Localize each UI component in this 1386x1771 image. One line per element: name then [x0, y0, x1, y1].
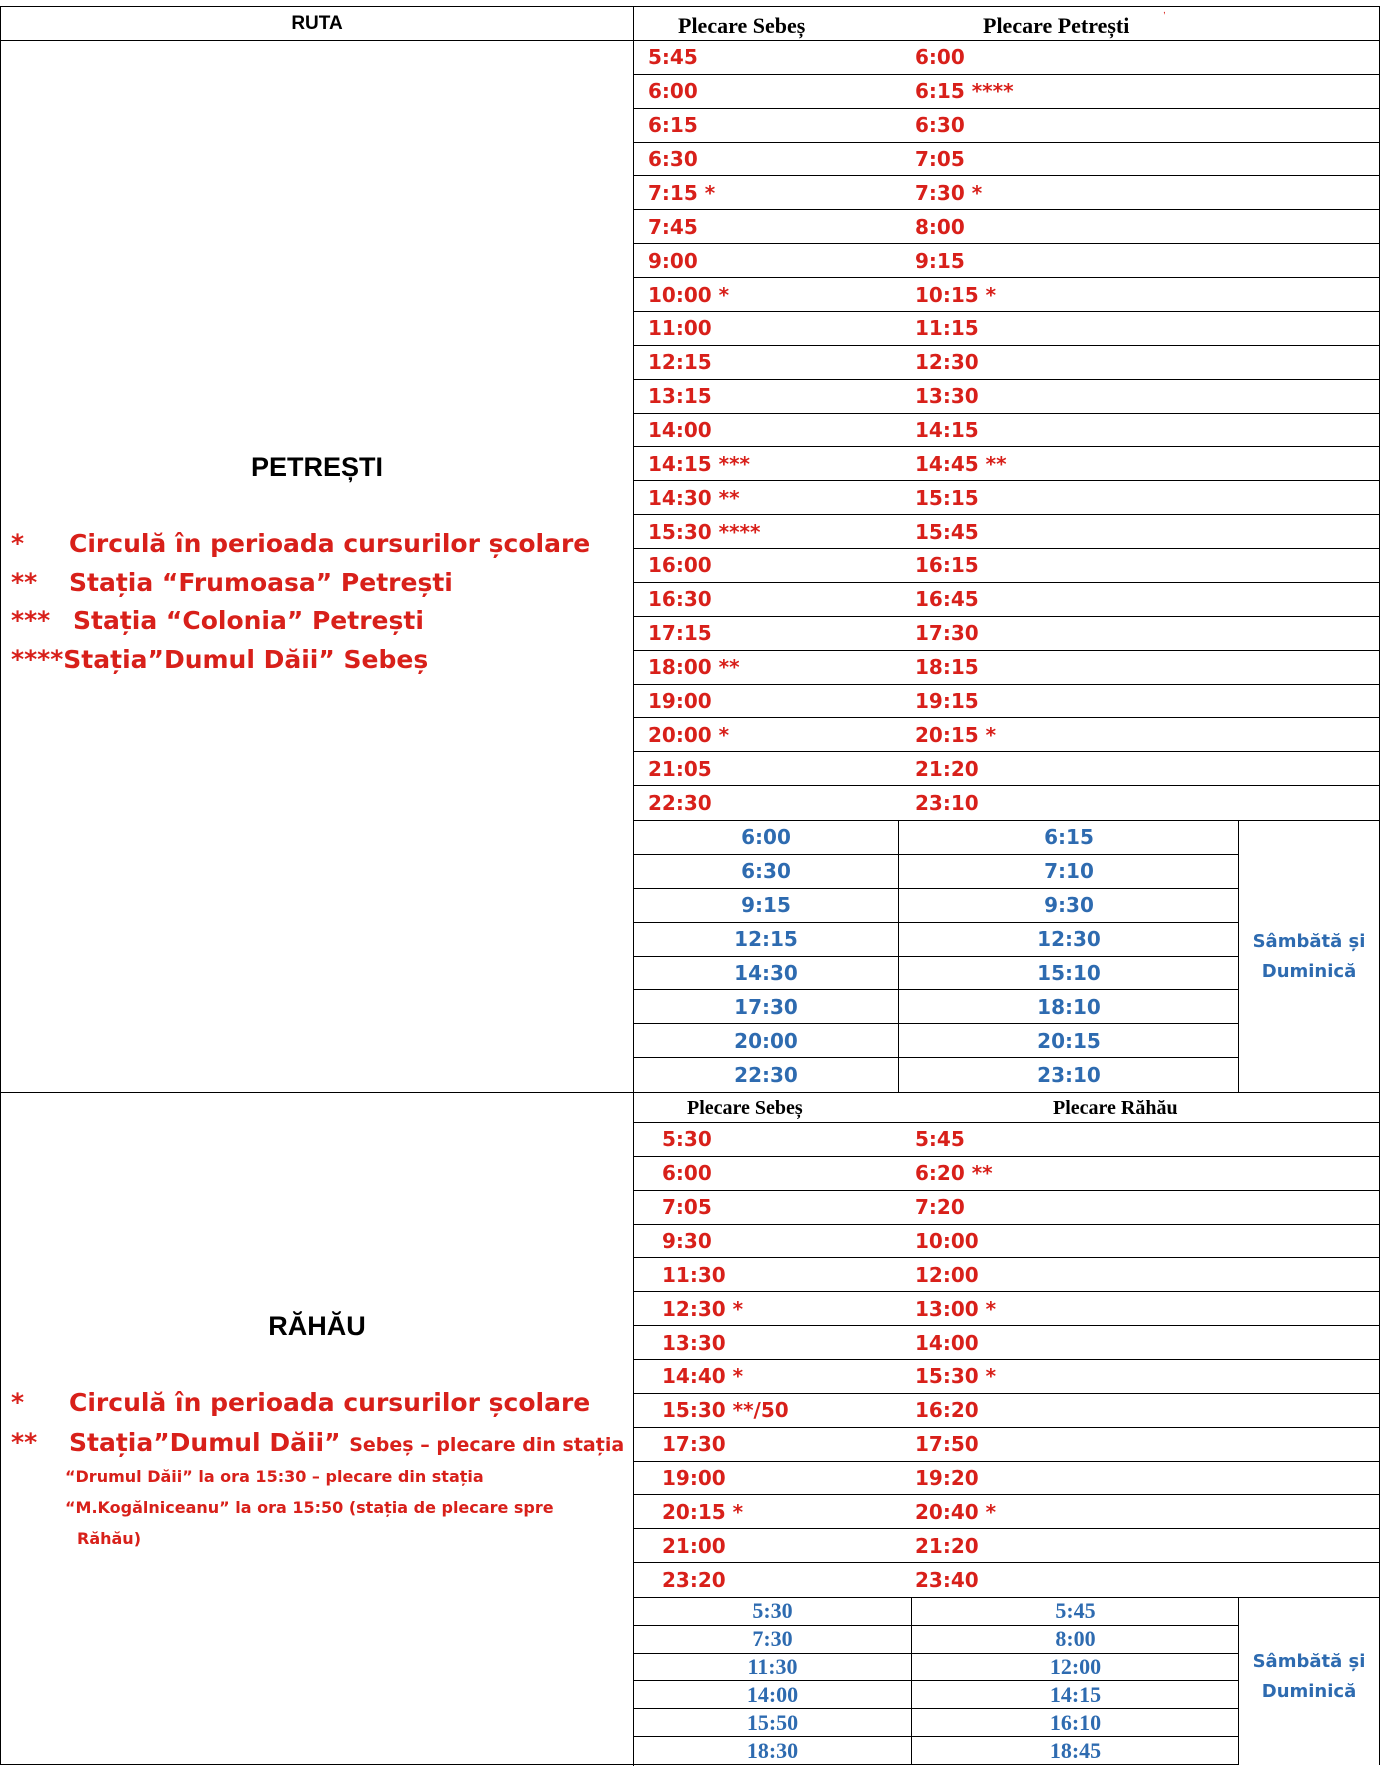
departure-sebes-time: 17:30	[662, 1432, 726, 1457]
schedule-row	[634, 923, 1238, 957]
departure-return-time: 14:45 **	[915, 451, 1007, 476]
departure-sebes-time: 20:00 *	[648, 722, 730, 747]
departure-return-time: 11:15	[915, 316, 979, 341]
departure-return-time: 15:10	[1037, 960, 1101, 985]
rahau-col-right-header: Plecare Răhău	[1053, 1097, 1178, 1119]
departure-return-time: 18:15	[915, 655, 979, 680]
departure-sebes-time: 19:00	[648, 688, 712, 713]
departure-return-time: 14:15	[1049, 1681, 1102, 1707]
departure-sebes-time: 15:50	[746, 1709, 799, 1735]
departure-return-time: 15:15	[915, 485, 979, 510]
departure-return-time: 13:30	[915, 384, 979, 409]
departure-return-time: 12:00	[1049, 1654, 1102, 1680]
weekend-label-line-2: Duminică	[1261, 961, 1357, 982]
departure-sebes-time: 9:30	[662, 1228, 712, 1253]
departure-return-time: 13:00 *	[915, 1296, 997, 1321]
rahau-weekend-label	[1239, 1647, 1379, 1707]
departure-return-time: 8:00	[915, 214, 965, 239]
schedule-row	[634, 380, 1379, 414]
departure-sebes-time: 16:00	[648, 553, 712, 578]
route-name-petresti: PETREȘTI	[250, 452, 384, 482]
petresti-weekday-schedule	[634, 41, 1379, 820]
legend-text: Stația”Dumul Dăii”	[69, 1428, 341, 1457]
schedule-row	[634, 685, 1379, 719]
rahau-legend-2	[11, 1428, 624, 1457]
petresti-weekend-col-divider	[898, 821, 899, 1092]
departure-sebes-time: 14:00	[746, 1681, 799, 1707]
schedule-row	[634, 1191, 1379, 1225]
petresti-col-left-header: Plecare Sebeș	[678, 13, 806, 38]
schedule-row	[634, 75, 1379, 109]
departure-return-time: 17:50	[915, 1432, 979, 1457]
schedule-row	[634, 1626, 1238, 1654]
rahau-col-left-header: Plecare Sebeș	[687, 1097, 803, 1119]
departure-sebes-time: 14:00	[648, 417, 712, 442]
rahau-weekday-schedule	[634, 1123, 1379, 1597]
route-column-header: RUTA	[291, 12, 343, 34]
legend-text: Stația “Frumoasa” Petrești	[69, 568, 453, 597]
schedule-row	[634, 990, 1238, 1024]
departure-return-time: 21:20	[915, 756, 979, 781]
departure-return-time: 19:15	[915, 688, 979, 713]
legend-mark: ***	[11, 606, 51, 635]
departure-return-time: 10:15 *	[915, 282, 997, 307]
departure-return-time: 20:15	[1037, 1028, 1101, 1053]
legend-text: Circulă în perioada cursurilor școlare	[69, 529, 591, 558]
departure-return-time: 5:45	[1055, 1598, 1096, 1624]
schedule-row	[634, 109, 1379, 143]
departure-return-time: 9:15	[915, 248, 965, 273]
departure-sebes-time: 22:30	[648, 791, 712, 816]
departure-return-time: 23:10	[915, 791, 979, 816]
departure-return-time: 16:20	[915, 1398, 979, 1423]
schedule-row	[634, 210, 1379, 244]
schedule-row	[634, 549, 1379, 583]
departure-sebes-time: 11:00	[648, 316, 712, 341]
departure-sebes-time: 17:15	[648, 621, 712, 646]
departure-return-time: 9:30	[1044, 893, 1094, 918]
departure-sebes-time: 14:15 ***	[648, 451, 751, 476]
departure-return-time: 6:30	[915, 113, 965, 138]
schedule-row	[634, 41, 1379, 75]
departure-return-time: 23:40	[915, 1568, 979, 1593]
schedule-row	[634, 447, 1379, 481]
departure-return-time: 16:10	[1049, 1709, 1102, 1735]
legend-mark: **	[11, 568, 38, 597]
departure-return-time: 19:20	[915, 1465, 979, 1490]
departure-sebes-time: 6:00	[648, 79, 698, 104]
departure-sebes-time: 6:00	[741, 825, 791, 850]
petresti-weekend-label	[1239, 927, 1379, 987]
schedule-row	[634, 1529, 1379, 1563]
legend-mark: *	[11, 529, 25, 558]
departure-sebes-time: 14:40 *	[662, 1364, 744, 1389]
schedule-row	[634, 1495, 1379, 1529]
schedule-row	[634, 1225, 1379, 1259]
petresti-legend-3	[11, 606, 424, 635]
departure-return-time: 12:30	[915, 350, 979, 375]
departure-sebes-time: 18:00 **	[648, 655, 740, 680]
schedule-row	[634, 1682, 1238, 1710]
petresti-legend-2	[11, 568, 453, 597]
departure-return-time: 5:45	[915, 1127, 965, 1152]
departure-sebes-time: 7:30	[752, 1626, 793, 1652]
legend-mark: **	[11, 1428, 38, 1457]
rahau-legend-5: Răhău)	[77, 1529, 142, 1548]
departure-sebes-time: 20:15 *	[662, 1499, 744, 1524]
departure-sebes-time: 23:20	[662, 1568, 726, 1593]
departure-sebes-time: 17:30	[734, 994, 798, 1019]
schedule-row	[634, 821, 1238, 855]
schedule-row	[634, 855, 1238, 889]
departure-sebes-time: 6:30	[648, 147, 698, 172]
weekend-label-line-2: Duminică	[1261, 1681, 1357, 1702]
schedule-row	[634, 1292, 1379, 1326]
schedule-row	[634, 1654, 1238, 1682]
schedule-row	[634, 1157, 1379, 1191]
departure-sebes-time: 5:30	[752, 1598, 793, 1624]
weekend-label-line-1: Sâmbătă și	[1252, 931, 1366, 952]
departure-return-time: 20:40 *	[915, 1499, 997, 1524]
schedule-row	[634, 786, 1379, 820]
departure-return-time: 20:15 *	[915, 722, 997, 747]
schedule-row	[634, 1394, 1379, 1428]
departure-sebes-time: 15:30 **/50	[662, 1398, 789, 1423]
schedule-row	[634, 1598, 1238, 1626]
schedule-row	[634, 957, 1238, 991]
schedule-row	[634, 1563, 1379, 1597]
schedule-row	[634, 1058, 1238, 1092]
departure-sebes-time: 12:15	[648, 350, 712, 375]
departure-sebes-time: 11:30	[747, 1654, 798, 1680]
departure-return-time: 6:20 **	[915, 1161, 993, 1186]
schedule-row	[634, 617, 1379, 651]
schedule-row	[634, 1258, 1379, 1292]
legend-text: Circulă în perioada cursurilor școlare	[69, 1388, 591, 1417]
legend-text: Stația”Dumul Dăii” Sebeș	[63, 645, 429, 674]
departure-return-time: 15:45	[915, 519, 979, 544]
departure-sebes-time: 7:45	[648, 214, 698, 239]
schedule-row	[634, 752, 1379, 786]
schedule-row	[634, 1123, 1379, 1157]
departure-return-time: 12:00	[915, 1262, 979, 1287]
schedule-row	[634, 278, 1379, 312]
departure-return-time: 6:15 ****	[915, 79, 1014, 104]
departure-sebes-time: 9:00	[648, 248, 698, 273]
rahau-weekend-col-divider	[911, 1598, 912, 1765]
departure-return-time: 15:30 *	[915, 1364, 997, 1389]
schedule-row	[634, 1024, 1238, 1058]
departure-sebes-time: 5:45	[648, 45, 698, 70]
departure-sebes-time: 7:05	[662, 1195, 712, 1220]
departure-return-time: 18:45	[1049, 1738, 1102, 1764]
departure-sebes-time: 5:30	[662, 1127, 712, 1152]
departure-return-time: 7:10	[1044, 859, 1094, 884]
rahau-legend-4: “M.Kogălniceanu” la ora 15:50 (stația de plecare spre	[65, 1498, 554, 1517]
departure-sebes-time: 13:30	[662, 1330, 726, 1355]
petresti-col-right-header: Plecare Petrești	[983, 13, 1130, 38]
departure-return-time: 14:00	[915, 1330, 979, 1355]
legend-mark: ****	[11, 645, 64, 674]
schedule-row	[634, 1737, 1238, 1765]
schedule-row	[634, 515, 1379, 549]
route-name-rahau: RĂHĂU	[268, 1311, 366, 1341]
departure-return-time: 8:00	[1055, 1626, 1096, 1652]
rahau-legend-3: “Drumul Dăii” la ora 15:30 – plecare din stația	[65, 1467, 484, 1486]
rahau-legend-1	[11, 1388, 590, 1417]
schedule-row	[634, 244, 1379, 278]
departure-sebes-time: 16:30	[648, 587, 712, 612]
departure-return-time: 14:15	[915, 417, 979, 442]
schedule-row	[634, 1709, 1238, 1737]
schedule-row	[634, 718, 1379, 752]
schedule-row	[634, 346, 1379, 380]
departure-return-time: 6:00	[915, 45, 965, 70]
schedule-row	[634, 651, 1379, 685]
route-section-divider	[1, 1092, 1379, 1093]
departure-sebes-time: 10:00 *	[648, 282, 730, 307]
schedule-row	[634, 481, 1379, 515]
petresti-legend-4	[11, 645, 428, 674]
departure-return-time: 10:00	[915, 1228, 979, 1253]
departure-sebes-time: 12:30 *	[662, 1296, 744, 1321]
departure-return-time: 23:10	[1037, 1063, 1101, 1088]
schedule-row	[634, 1326, 1379, 1360]
schedule-row	[634, 1428, 1379, 1462]
departure-sebes-time: 21:00	[662, 1533, 726, 1558]
departure-sebes-time: 13:15	[648, 384, 712, 409]
petresti-legend-1	[11, 529, 590, 558]
departure-sebes-time: 9:15	[741, 893, 791, 918]
departure-sebes-time: 21:05	[648, 756, 712, 781]
departure-return-time: 21:20	[915, 1533, 979, 1558]
legend-text: Stația “Colonia” Petrești	[73, 606, 424, 635]
departure-return-time: 7:20	[915, 1195, 965, 1220]
departure-sebes-time: 20:00	[734, 1028, 798, 1053]
departure-return-time: 7:30 *	[915, 180, 983, 205]
departure-return-time: 16:45	[915, 587, 979, 612]
schedule-row	[634, 583, 1379, 617]
schedule-row	[634, 1360, 1379, 1394]
departure-return-time: 6:15	[1044, 825, 1094, 850]
decorative-mark: ,	[1163, 5, 1166, 16]
schedule-row	[634, 1462, 1379, 1496]
departure-sebes-time: 14:30	[734, 960, 798, 985]
departure-sebes-time: 14:30 **	[648, 485, 740, 510]
departure-sebes-time: 6:15	[648, 113, 698, 138]
departure-sebes-time: 18:30	[746, 1738, 799, 1764]
departure-return-time: 16:15	[915, 553, 979, 578]
schedule-row	[634, 414, 1379, 448]
weekend-label-line-1: Sâmbătă și	[1252, 1651, 1366, 1672]
legend-mark: *	[11, 1388, 25, 1417]
departure-sebes-time: 6:00	[662, 1161, 712, 1186]
departure-return-time: 18:10	[1037, 994, 1101, 1019]
departure-return-time: 12:30	[1037, 927, 1101, 952]
schedule-row	[634, 176, 1379, 210]
departure-sebes-time: 6:30	[741, 859, 791, 884]
departure-sebes-time: 7:15 *	[648, 180, 716, 205]
departure-sebes-time: 19:00	[662, 1465, 726, 1490]
departure-return-time: 7:05	[915, 147, 965, 172]
schedule-row	[634, 889, 1238, 923]
departure-return-time: 17:30	[915, 621, 979, 646]
departure-sebes-time: 11:30	[662, 1262, 726, 1287]
legend-text-tail: Sebeș – plecare din stația	[349, 1434, 625, 1456]
departure-sebes-time: 15:30 ****	[648, 519, 761, 544]
departure-sebes-time: 22:30	[734, 1063, 798, 1088]
timetable	[0, 6, 1380, 1765]
schedule-row	[634, 143, 1379, 177]
schedule-row	[634, 312, 1379, 346]
departure-sebes-time: 12:15	[734, 927, 798, 952]
